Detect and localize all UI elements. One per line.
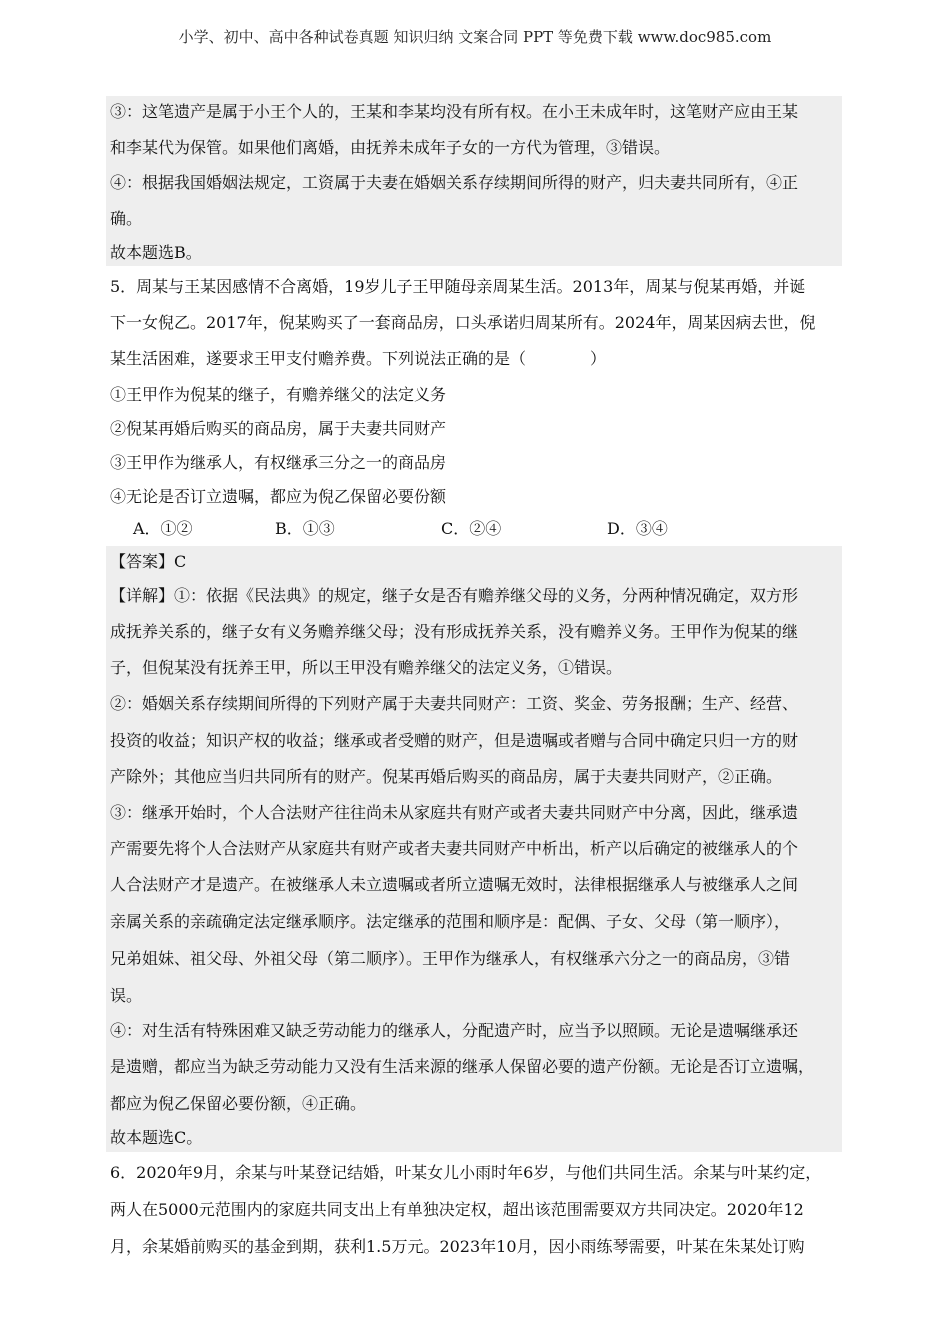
explanation-line: 【详解】①：依据《民法典》的规定，继子女是否有赡养继父母的义务，分两种情况确定，双方形	[110, 586, 799, 605]
question-stem-line: 6．2020年9月，余某与叶某登记结婚，叶某女儿小雨时年6岁，与他们共同生活。余某与叶某约定，	[110, 1163, 822, 1182]
explanation-line: 人合法财产才是遗产。在被继承人未立遗嘱或者所立遗嘱无效时，法律根据继承人与被继承人之间	[110, 875, 799, 894]
text-line: 和李某代为保管。如果他们离婚，由抚养未成年子女的一方代为管理，③错误。	[110, 138, 671, 157]
option-c: C．②④	[441, 519, 502, 538]
question-stem-line: 月，余某婚前购买的基金到期，获利1.5万元。2023年10月，因小雨练琴需要，叶某在朱某处订购	[110, 1237, 805, 1256]
explanation-line: 亲属关系的亲疏确定法定继承顺序。法定继承的范围和顺序是：配偶、子女、父母（第一顺序），	[110, 912, 791, 931]
answer-label: 【答案】C	[110, 552, 187, 571]
explanation-line: 产除外；其他应当归共同所有的财产。倪某再婚后购买的商品房，属于夫妻共同财产，②正确。	[110, 767, 783, 786]
page-header: 小学、初中、高中各种试卷真题 知识归纳 文案合同 PPT 等免费下载 www.doc985.com	[178, 28, 772, 46]
explanation-line: 都应为倪乙保留必要份额，④正确。	[110, 1094, 367, 1113]
explanation-line: 误。	[110, 986, 143, 1005]
question-stem-line: 两人在5000元范围内的家庭共同支出上有单独决定权，超出该范围需要双方共同决定。2020年12	[110, 1200, 804, 1219]
explanation-line: ④：对生活有特殊困难又缺乏劳动能力的继承人，分配遗产时，应当予以照顾。无论是遗嘱继承还	[110, 1021, 799, 1040]
explanation-line: 投资的收益；知识产权的收益；继承或者受赠的财产，但是遗嘱或者赠与合同中确定只归一方的财	[110, 731, 799, 750]
statement-4: ④无论是否订立遗嘱，都应为倪乙保留必要份额	[110, 487, 447, 506]
explanation-line: 产需要先将个人合法财产从家庭共有财产或者夫妻共同财产中析出，析产以后确定的被继承人的个	[110, 839, 799, 858]
statement-3: ③王甲作为继承人，有权继承三分之一的商品房	[110, 453, 447, 472]
question-stem-line: 下一女倪乙。2017年，倪某购买了一套商品房，口头承诺归周某所有。2024年，周某因病去世，倪	[110, 313, 816, 332]
text-line: ③：这笔遗产是属于小王个人的，王某和李某均没有所有权。在小王未成年时，这笔财产应由王某	[110, 102, 799, 121]
option-d: D．③④	[607, 519, 668, 538]
explanation-line: 成抚养关系的，继子女有义务赡养继父母；没有形成抚养关系，没有赡养义务。王甲作为倪某的继	[110, 622, 799, 641]
text-line: ④：根据我国婚姻法规定，工资属于夫妻在婚姻关系存续期间所得的财产，归夫妻共同所有，④正	[110, 173, 799, 192]
option-b: B．①③	[275, 519, 335, 538]
statement-1: ①王甲作为倪某的继子，有赡养继父的法定义务	[110, 385, 447, 404]
explanation-line: ③：继承开始时，个人合法财产往往尚未从家庭共有财产或者夫妻共同财产中分离，因此，继承遗	[110, 803, 799, 822]
question-stem-line: 5．周某与王某因感情不合离婚，19岁儿子王甲随母亲周某生活。2013年，周某与倪某再婚，并诞	[110, 277, 806, 296]
explanation-line: 是遗赠，都应当为缺乏劳动能力又没有生活来源的继承人保留必要的遗产份额。无论是否订立遗嘱，	[110, 1057, 815, 1076]
conclusion-line: 故本题选C。	[110, 1128, 203, 1147]
explanation-line: 子，但倪某没有抚养王甲，所以王甲没有赡养继父的法定义务，①错误。	[110, 658, 623, 677]
text-line: 确。	[110, 209, 143, 228]
question-stem-line: 某生活困难，遂要求王甲支付赡养费。下列说法正确的是（ ）	[110, 349, 607, 368]
explanation-line: 兄弟姐妹、祖父母、外祖父母（第二顺序）。王甲作为继承人，有权继承六分之一的商品房，③错	[110, 949, 791, 968]
statement-2: ②倪某再婚后购买的商品房，属于夫妻共同财产	[110, 419, 447, 438]
option-a: A．①②	[133, 519, 193, 538]
text-line: 故本题选B。	[110, 243, 202, 262]
explanation-line: ②：婚姻关系存续期间所得的下列财产属于夫妻共同财产：工资、奖金、劳务报酬；生产、经营、	[110, 694, 799, 713]
